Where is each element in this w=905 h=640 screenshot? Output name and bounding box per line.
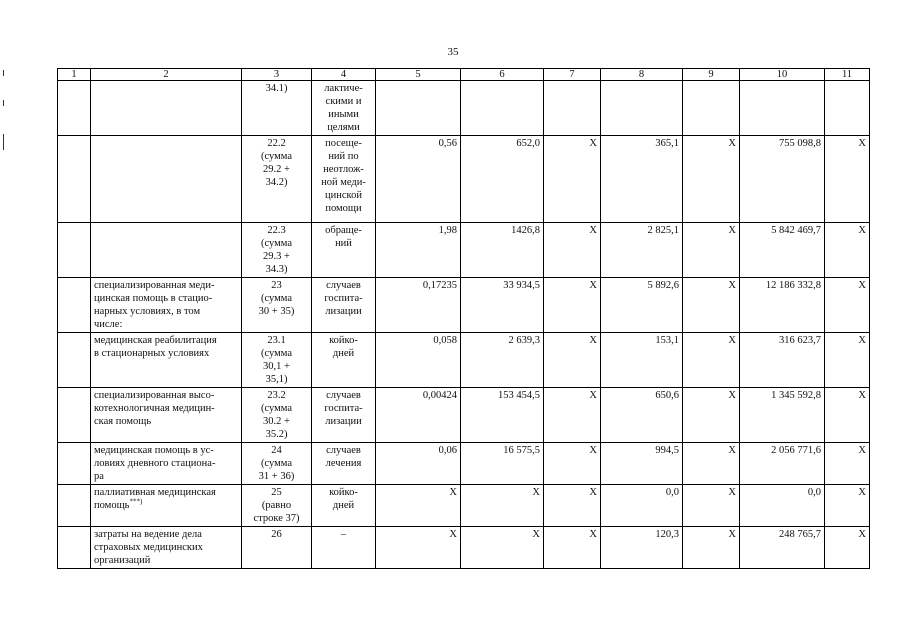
cell-text: 26 — [271, 529, 282, 540]
cell-col10 — [740, 278, 825, 333]
cell-text: X — [728, 138, 736, 149]
cell-col10 — [740, 485, 825, 527]
cell-text: посеще- — [325, 138, 362, 149]
cell-col10 — [740, 136, 825, 223]
cell-text: иными — [328, 109, 359, 120]
cell-text: 31 + 36) — [258, 471, 295, 482]
cell-text: X — [858, 280, 866, 291]
cell-text: 25 — [271, 487, 282, 498]
cell-col6 — [461, 278, 544, 333]
cell-text: 23.2 — [267, 390, 286, 401]
table-row — [58, 223, 870, 278]
cell-col8 — [601, 485, 683, 527]
cell-text: (сумма — [260, 348, 292, 359]
table-row — [58, 136, 870, 223]
cell-col7 — [544, 136, 601, 223]
cell-text: X — [589, 529, 597, 540]
margin-mark — [3, 134, 4, 150]
cell-text: затраты на ведение дела — [94, 529, 202, 540]
cell-col6 — [461, 136, 544, 223]
cell-text: (сумма — [260, 458, 292, 469]
cell-text: X — [589, 390, 597, 401]
cell-text: медицинская реабилитация — [94, 335, 217, 346]
cell-text: койко- — [329, 487, 358, 498]
cell-text: 2 825,1 — [647, 225, 679, 236]
cell-text: X — [589, 138, 597, 149]
cell-col7 — [544, 485, 601, 527]
cell-text: 22.2 — [267, 138, 286, 149]
cell-col5 — [376, 81, 461, 136]
cell-text: специализированная высо- — [94, 390, 215, 401]
cell-text: ра — [94, 471, 104, 482]
cell-col5 — [376, 333, 461, 388]
cell-col11 — [825, 527, 870, 569]
cell-col11 — [825, 81, 870, 136]
cell-name — [91, 278, 242, 333]
cell-col5 — [376, 223, 461, 278]
cell-text: X — [589, 225, 597, 236]
footnote-marker: ***) — [129, 497, 143, 506]
cell-text: 34.3) — [265, 264, 288, 275]
cell-text: X — [532, 487, 540, 498]
cell-text: страховых медицинских — [94, 542, 203, 553]
cell-text: 35,1) — [265, 374, 288, 385]
cell-text: койко- — [329, 335, 358, 346]
cell-text: ловиях дневного стациона- — [94, 458, 216, 469]
cell-text: 0,06 — [438, 445, 457, 456]
cell-text: 0,17235 — [422, 280, 457, 291]
cell-text: паллиативная медицинская — [94, 487, 216, 498]
cell-col9 — [683, 388, 740, 443]
cell-name — [91, 81, 242, 136]
column-header: 7 — [544, 69, 601, 81]
cell-col1 — [58, 443, 91, 485]
column-header: 1 — [58, 69, 91, 81]
cell-text: 12 186 332,8 — [765, 280, 821, 291]
cell-col6 — [461, 333, 544, 388]
cell-text: 5 842 469,7 — [771, 225, 821, 236]
cell-text: 24 — [271, 445, 282, 456]
cell-text: (сумма — [260, 403, 292, 414]
cell-col10 — [740, 443, 825, 485]
cell-col9 — [683, 333, 740, 388]
cell-col8 — [601, 388, 683, 443]
cell-text: 0,0 — [665, 487, 679, 498]
cell-text: X — [589, 280, 597, 291]
cell-text: ская помощь — [94, 416, 152, 427]
cell-name — [91, 136, 242, 223]
cell-row-number — [242, 136, 312, 223]
cell-text: 30,1 + — [263, 361, 290, 372]
column-header: 4 — [312, 69, 376, 81]
cell-row-number — [242, 485, 312, 527]
cell-col11 — [825, 485, 870, 527]
cell-text: цинская помощь в стацио- — [94, 293, 213, 304]
cell-text: 365,1 — [655, 138, 679, 149]
cell-col1 — [58, 485, 91, 527]
cell-name — [91, 388, 242, 443]
cell-text: неотлож- — [323, 164, 364, 175]
cell-col5 — [376, 136, 461, 223]
column-header: 6 — [461, 69, 544, 81]
cell-text: 29.3 + — [263, 251, 290, 262]
cell-text: X — [589, 445, 597, 456]
cell-row-number — [242, 223, 312, 278]
margin-mark — [3, 100, 4, 106]
table-row — [58, 388, 870, 443]
cell-col8 — [601, 136, 683, 223]
cell-text: помощь — [94, 500, 130, 511]
cell-text: 0,0 — [807, 487, 821, 498]
cell-unit — [312, 443, 376, 485]
cell-col8 — [601, 278, 683, 333]
cell-text: в стационарных условиях — [94, 348, 210, 359]
cell-col9 — [683, 136, 740, 223]
column-header: 8 — [601, 69, 683, 81]
column-header: 3 — [242, 69, 312, 81]
cell-col11 — [825, 388, 870, 443]
column-header: 9 — [683, 69, 740, 81]
cell-col9 — [683, 485, 740, 527]
cell-text: цинской — [325, 190, 362, 201]
cell-col6 — [461, 443, 544, 485]
cell-text: 0,00424 — [422, 390, 457, 401]
cell-text: X — [532, 529, 540, 540]
cell-text: 316 623,7 — [779, 335, 821, 346]
cell-text: 2 056 771,6 — [771, 445, 821, 456]
cell-text: 248 765,7 — [779, 529, 821, 540]
cell-text: лизации — [325, 416, 362, 427]
cell-text: обраще- — [325, 225, 362, 236]
cell-text: котехнологичная медицин- — [94, 403, 215, 414]
cell-col5 — [376, 278, 461, 333]
cell-unit — [312, 223, 376, 278]
cell-text: X — [589, 335, 597, 346]
cell-name — [91, 527, 242, 569]
cell-text: госпита- — [324, 293, 363, 304]
cell-col8 — [601, 443, 683, 485]
table-row — [58, 527, 870, 569]
cell-text: X — [728, 445, 736, 456]
cell-col5 — [376, 443, 461, 485]
cell-unit — [312, 485, 376, 527]
table-row — [58, 443, 870, 485]
cell-text: X — [858, 225, 866, 236]
cell-col9 — [683, 527, 740, 569]
cell-col5 — [376, 527, 461, 569]
cell-unit — [312, 388, 376, 443]
cell-text: 0,56 — [438, 138, 457, 149]
cell-text: лактиче- — [324, 83, 363, 94]
cell-unit — [312, 527, 376, 569]
cell-text: 23 — [271, 280, 282, 291]
cell-text: X — [858, 138, 866, 149]
cell-text: X — [449, 529, 457, 540]
cell-col8 — [601, 333, 683, 388]
column-header: 10 — [740, 69, 825, 81]
cell-text: 1426,8 — [511, 225, 540, 236]
cell-text: X — [589, 487, 597, 498]
cell-col1 — [58, 81, 91, 136]
cell-text: дней — [332, 500, 355, 511]
cell-text: 153,1 — [655, 335, 679, 346]
table-row — [58, 278, 870, 333]
cell-col10 — [740, 333, 825, 388]
cell-text: X — [858, 335, 866, 346]
cell-text: 22.3 — [267, 225, 286, 236]
cell-text: 16 575,5 — [503, 445, 540, 456]
cell-col8 — [601, 81, 683, 136]
cell-text: числе: — [94, 319, 123, 330]
cell-col6 — [461, 388, 544, 443]
cell-text: X — [728, 335, 736, 346]
cell-text: 29.2 + — [263, 164, 290, 175]
cell-text: X — [858, 529, 866, 540]
cell-text: 1,98 — [438, 225, 457, 236]
cell-text: случаев — [326, 280, 361, 291]
cell-text: нарных условиях, в том — [94, 306, 201, 317]
cell-text: 652,0 — [516, 138, 540, 149]
cell-row-number — [242, 443, 312, 485]
cell-text: ний — [335, 238, 352, 249]
cell-col11 — [825, 223, 870, 278]
cell-text: 34.1) — [265, 83, 288, 94]
table-row — [58, 333, 870, 388]
cell-col11 — [825, 333, 870, 388]
cell-col6 — [461, 485, 544, 527]
cell-col7 — [544, 278, 601, 333]
cell-col6 — [461, 223, 544, 278]
table-row — [58, 485, 870, 527]
cell-text: 30 + 35) — [258, 306, 295, 317]
cell-text: X — [728, 225, 736, 236]
table-row — [58, 81, 870, 136]
cell-text: (сумма — [260, 238, 292, 249]
cell-col1 — [58, 136, 91, 223]
cell-text: 650,6 — [655, 390, 679, 401]
cell-col9 — [683, 81, 740, 136]
column-header: 5 — [376, 69, 461, 81]
cell-text: X — [858, 487, 866, 498]
cell-row-number — [242, 388, 312, 443]
cell-row-number — [242, 527, 312, 569]
cell-col7 — [544, 388, 601, 443]
cell-text: лизации — [325, 306, 362, 317]
cell-name — [91, 485, 242, 527]
cell-text: 30.2 + — [263, 416, 290, 427]
cell-text: 34.2) — [265, 177, 288, 188]
cell-col7 — [544, 527, 601, 569]
cell-col1 — [58, 333, 91, 388]
cell-text: 2 639,3 — [508, 335, 540, 346]
cell-col5 — [376, 485, 461, 527]
cell-text: 33 934,5 — [503, 280, 540, 291]
cell-text: лечения — [325, 458, 362, 469]
cell-name — [91, 223, 242, 278]
cell-unit — [312, 333, 376, 388]
cell-row-number — [242, 81, 312, 136]
cell-text: медицинская помощь в ус- — [94, 445, 214, 456]
cell-text: X — [728, 487, 736, 498]
cell-text: (сумма — [260, 151, 292, 162]
page-number: 35 — [447, 46, 459, 58]
cell-text: организаций — [94, 555, 151, 566]
cell-name — [91, 443, 242, 485]
cell-text: строке 37) — [253, 513, 300, 524]
cell-col1 — [58, 223, 91, 278]
cell-text: дней — [332, 348, 355, 359]
column-header: 2 — [91, 69, 242, 81]
cell-col10 — [740, 223, 825, 278]
cell-text: 153 454,5 — [498, 390, 540, 401]
cell-text: 1 345 592,8 — [771, 390, 821, 401]
cell-col1 — [58, 278, 91, 333]
cell-text: 23.1 — [267, 335, 286, 346]
cell-col8 — [601, 223, 683, 278]
cell-text: 0,058 — [433, 335, 457, 346]
cell-text: 994,5 — [655, 445, 679, 456]
cell-text: X — [728, 529, 736, 540]
cell-col9 — [683, 278, 740, 333]
cell-text: (равно — [261, 500, 292, 511]
cell-text: X — [449, 487, 457, 498]
cell-text: 5 892,6 — [647, 280, 679, 291]
column-header: 11 — [825, 69, 870, 81]
cell-col6 — [461, 527, 544, 569]
cell-col5 — [376, 388, 461, 443]
cell-text: X — [858, 390, 866, 401]
cell-text: X — [728, 390, 736, 401]
cell-col11 — [825, 443, 870, 485]
cell-text: ний по — [328, 151, 359, 162]
cell-col1 — [58, 388, 91, 443]
cell-unit — [312, 136, 376, 223]
cell-col7 — [544, 223, 601, 278]
cell-text: X — [728, 280, 736, 291]
cell-col7 — [544, 81, 601, 136]
cell-row-number — [242, 278, 312, 333]
cell-name — [91, 333, 242, 388]
cell-text: скими и — [325, 96, 362, 107]
cell-text: ной меди- — [321, 177, 366, 188]
header-row — [58, 69, 870, 81]
cell-col10 — [740, 81, 825, 136]
cell-text: случаев — [326, 390, 361, 401]
cell-col9 — [683, 443, 740, 485]
cell-text: 755 098,8 — [779, 138, 821, 149]
cell-text: 35.2) — [265, 429, 288, 440]
cell-unit — [312, 278, 376, 333]
cell-text: 120,3 — [655, 529, 679, 540]
cell-row-number — [242, 333, 312, 388]
cell-col6 — [461, 81, 544, 136]
cell-col11 — [825, 136, 870, 223]
cell-col1 — [58, 527, 91, 569]
cell-text: госпита- — [324, 403, 363, 414]
cell-col7 — [544, 333, 601, 388]
margin-mark — [3, 70, 4, 76]
cell-col7 — [544, 443, 601, 485]
cell-col11 — [825, 278, 870, 333]
financing-table — [57, 68, 870, 569]
cell-text: случаев — [326, 445, 361, 456]
cell-col8 — [601, 527, 683, 569]
cell-text: – — [340, 529, 347, 540]
cell-col9 — [683, 223, 740, 278]
cell-text: специализированная меди- — [94, 280, 215, 291]
cell-col10 — [740, 527, 825, 569]
cell-text: целями — [327, 122, 360, 133]
cell-unit — [312, 81, 376, 136]
cell-text: X — [858, 445, 866, 456]
cell-text: помощи — [325, 203, 362, 214]
cell-col10 — [740, 388, 825, 443]
cell-text: (сумма — [260, 293, 292, 304]
